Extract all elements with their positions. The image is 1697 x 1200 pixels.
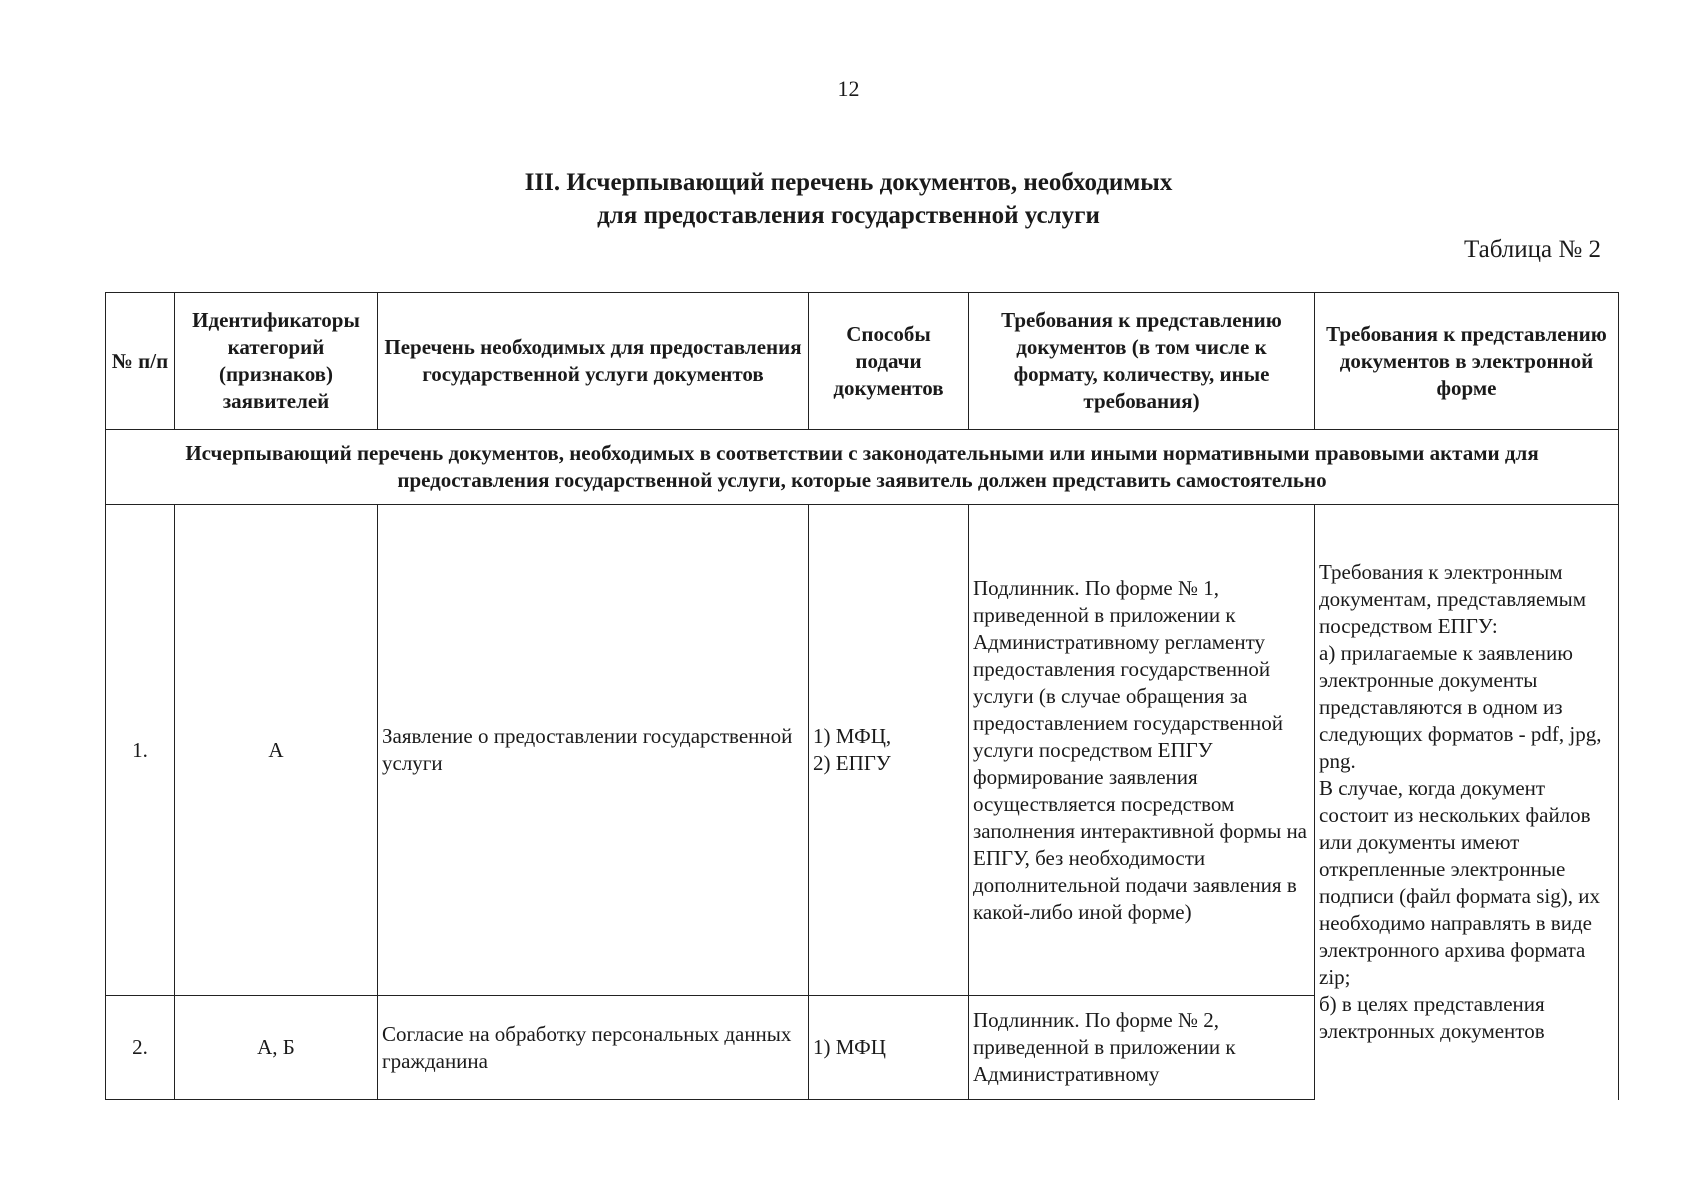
section-row-text: Исчерпывающий перечень документов, необходимых в соответствии с законодательными или иными нормативными правовыми актами для предоставления государственной услуги, которые заявитель должен представить самостоятельно bbox=[106, 430, 1619, 505]
table-row bbox=[106, 505, 1619, 996]
table-caption: Таблица № 2 bbox=[1463, 236, 1601, 263]
row-methods: 1) МФЦ bbox=[809, 996, 969, 1100]
page-number: 12 bbox=[837, 76, 860, 101]
section-title-line-2: для предоставления государственной услуги bbox=[597, 202, 1100, 229]
row-requirements: Подлинник. По форме № 1, приведенной в приложении к Административному регламенту предоставления государственной услуги (в случае обращения за предоставлением государственной услуги посредством ЕПГУ формирование заявления осуществляется посредством заполнения интерактивной формы на ЕПГУ, без необходимости дополнительной подачи заявления в какой-либо иной форме) bbox=[969, 505, 1315, 996]
row-categories: А bbox=[175, 505, 378, 996]
header-electronic-requirements: Требования к представлению документов в электронной форме bbox=[1315, 293, 1619, 430]
header-number: № п/п bbox=[106, 293, 175, 430]
row-electronic-requirements: Требования к электронным документам, представляемым посредством ЕПГУ: а) прилагаемые к заявлению электронные документы представляются в одном из следующих форматов - pdf, jpg, png. В случае, когда документ состоит из нескольких файлов или документы имеют открепленные электронные подписи (файл формата sig), их необходимо направлять в виде электронного архива формата zip; б) в целях представления электронных документов bbox=[1315, 505, 1619, 1100]
row-document: Заявление о предоставлении государственной услуги bbox=[378, 505, 809, 996]
documents-table bbox=[105, 292, 1619, 1100]
header-requirements: Требования к представлению документов (в том числе к формату, количеству, иные требования) bbox=[969, 293, 1315, 430]
header-documents: Перечень необходимых для предоставления государственной услуги документов bbox=[378, 293, 809, 430]
row-number: 1. bbox=[106, 505, 175, 996]
row-categories: А, Б bbox=[175, 996, 378, 1100]
row-number: 2. bbox=[106, 996, 175, 1100]
row-methods: 1) МФЦ, 2) ЕПГУ bbox=[809, 505, 969, 996]
row-requirements: Подлинник. По форме № 2, приведенной в приложении к Административному bbox=[969, 996, 1315, 1100]
section-title-line-1: III. Исчерпывающий перечень документов, необходимых bbox=[524, 169, 1173, 196]
section-title bbox=[0, 166, 1697, 232]
table-header-row bbox=[106, 293, 1619, 430]
header-methods: Способы подачи документов bbox=[809, 293, 969, 430]
header-categories: Идентификаторы категорий (признаков) заявителей bbox=[175, 293, 378, 430]
row-document: Согласие на обработку персональных данных гражданина bbox=[378, 996, 809, 1100]
table-section-row bbox=[106, 430, 1619, 505]
